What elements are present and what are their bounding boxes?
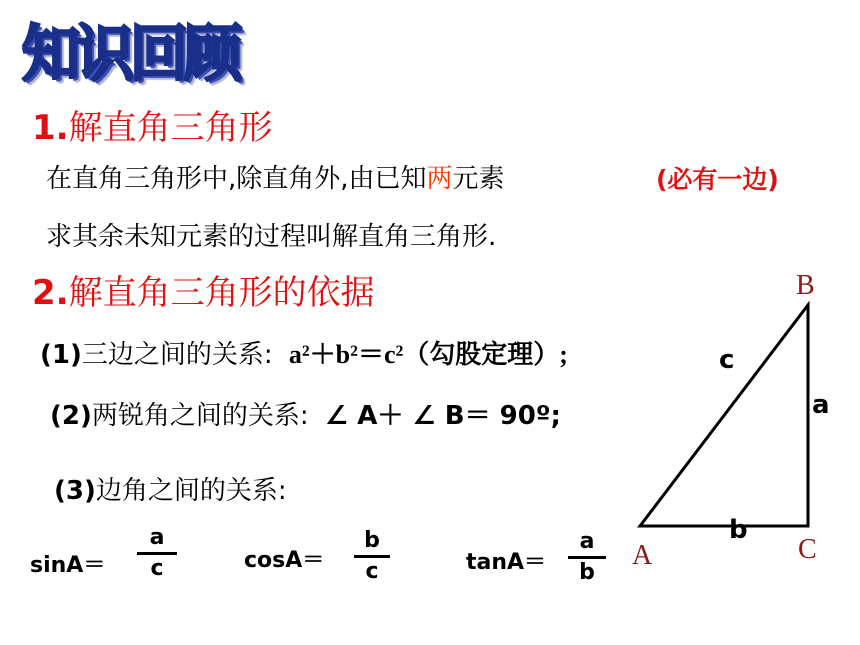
cos-numerator: b: [364, 528, 380, 553]
side-c-label: c: [719, 345, 735, 375]
sin-numerator: a: [149, 525, 165, 550]
vertex-b-label: B: [796, 270, 815, 301]
tan-label: tanA＝: [466, 550, 547, 575]
line1-highlight: 两: [426, 164, 453, 194]
line1-part-c: 元素: [452, 164, 505, 194]
relation-1-formula: a²＋b²＝c²（勾股定理）;: [288, 340, 568, 369]
relation-3-label: (3): [54, 476, 96, 506]
relation-2-text: 两锐角之间的关系:: [91, 401, 309, 431]
line1-part-a: 在直角三角形中,除直角外,由已知: [46, 164, 427, 194]
section1-heading-text: 解直角三角形: [68, 108, 273, 148]
section2-heading-text: 解直角三角形的依据: [68, 273, 375, 313]
section2-heading-num: 2.: [32, 273, 69, 313]
relation-1-label: (1): [40, 340, 82, 370]
section1-line2: 求其余未知元素的过程叫解直角三角形.: [46, 222, 497, 252]
side-a-label: a: [812, 390, 830, 420]
line1-note: (必有一边): [656, 165, 779, 194]
cos-label: cosA＝: [244, 548, 325, 573]
relation-1-text: 三边之间的关系:: [81, 340, 273, 370]
triangle-outline: [640, 305, 808, 526]
sin-denominator: c: [150, 556, 164, 581]
vertex-c-label: C: [798, 534, 817, 565]
sin-label: sinA＝: [30, 553, 106, 578]
relation-3-text: 边角之间的关系:: [95, 476, 287, 506]
cos-denominator: c: [365, 559, 379, 584]
tan-numerator: a: [579, 529, 595, 554]
side-b-label: b: [729, 515, 748, 545]
title-wordart: 知识回顾: [22, 17, 239, 89]
section1-heading-num: 1.: [32, 108, 69, 148]
relation-2-formula: ∠ A＋ ∠ B＝ 90º;: [324, 401, 561, 431]
tan-denominator: b: [579, 560, 595, 585]
relation-2-label: (2): [50, 401, 92, 431]
vertex-a-label: A: [632, 540, 653, 571]
